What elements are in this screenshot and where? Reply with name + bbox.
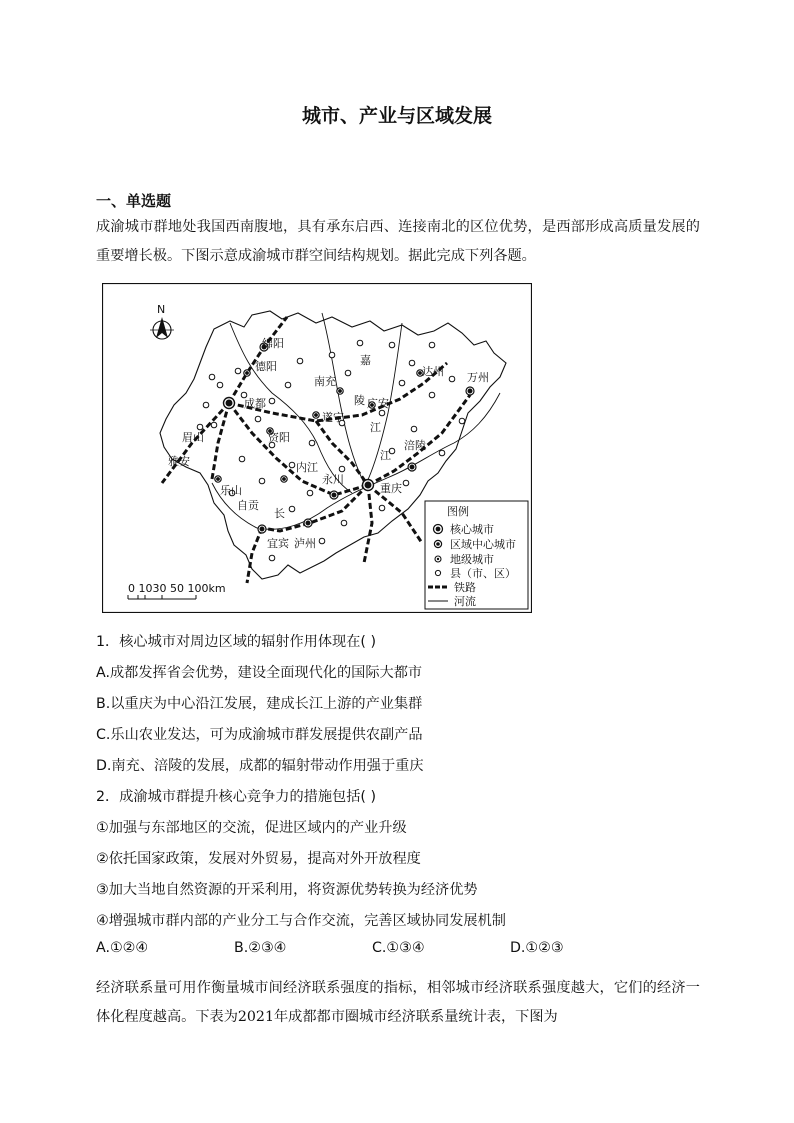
question-1-option-a: A.成都发挥省会优势，建设全面现代化的国际大都市 <box>96 665 423 681</box>
question-1-option-c: C.乐山农业发达，可为成渝城市群发展提供农副产品 <box>96 727 423 743</box>
svg-text:N: N <box>157 303 166 316</box>
svg-text:内江: 内江 <box>296 461 318 474</box>
svg-text:达州: 达州 <box>422 365 444 378</box>
svg-text:遂宁: 遂宁 <box>322 411 344 424</box>
svg-text:河流: 河流 <box>454 595 476 608</box>
svg-text:嘉: 嘉 <box>360 354 371 367</box>
svg-text:图例: 图例 <box>447 505 469 518</box>
question-2-option-a: A.①②④ <box>96 940 149 956</box>
svg-text:万州: 万州 <box>467 371 489 384</box>
svg-text:德阳: 德阳 <box>255 360 277 373</box>
svg-text:南充: 南充 <box>314 375 336 388</box>
svg-text:重庆: 重庆 <box>380 482 402 495</box>
svg-text:宜宾: 宜宾 <box>267 537 289 550</box>
svg-text:广安: 广安 <box>367 397 389 410</box>
question-2-option-b: B.②③④ <box>234 940 287 956</box>
svg-text:区域中心城市: 区域中心城市 <box>450 538 516 551</box>
svg-text:县（市、区）: 县（市、区） <box>450 567 516 580</box>
page-title: 城市、产业与区域发展 <box>301 105 492 127</box>
svg-text:陵: 陵 <box>354 394 365 407</box>
svg-text:眉山: 眉山 <box>182 431 204 444</box>
svg-text:0 1030 50 100km: 0 1030 50 100km <box>128 582 226 595</box>
svg-text:雅安: 雅安 <box>168 455 190 468</box>
svg-text:成都: 成都 <box>244 397 266 410</box>
intro-paragraph-2: 经济联系量可用作衡量城市间经济联系强度的指标，相邻城市经济联系强度越大，它们的经济一体化程度越高。下表为2021年成都都市圈城市经济联系量统计表，下图为 <box>96 980 700 1025</box>
svg-text:铁路: 铁路 <box>454 581 476 594</box>
question-2-statement-4: ④增强城市群内部的产业分工与合作交流，完善区域协同发展机制 <box>96 913 506 929</box>
svg-text:涪陵: 涪陵 <box>404 439 426 452</box>
svg-text:江: 江 <box>380 449 391 462</box>
question-2-option-d: D.①②③ <box>510 940 564 956</box>
question-2-statement-2: ②依托国家政策，发展对外贸易，提高对外开放程度 <box>96 851 421 867</box>
svg-text:泸州: 泸州 <box>294 537 316 550</box>
svg-text:核心城市: 核心城市 <box>450 523 494 536</box>
svg-text:江: 江 <box>370 421 381 434</box>
section-heading: 一、单选题 <box>96 192 172 210</box>
question-1-stem: 1．核心城市对周边区域的辐射作用体现在( ) <box>96 634 376 650</box>
question-1-option-b: B.以重庆为中心沿江发展，建成长江上游的产业集群 <box>96 696 423 712</box>
chengyu-map <box>102 283 532 613</box>
svg-text:资阳: 资阳 <box>268 431 290 444</box>
svg-text:长: 长 <box>274 507 285 520</box>
question-2-statement-1: ①加强与东部地区的交流，促进区域内的产业升级 <box>96 820 407 836</box>
map-legend <box>425 501 528 609</box>
svg-text:永川: 永川 <box>322 473 344 486</box>
svg-text:绵阳: 绵阳 <box>262 337 284 350</box>
svg-text:地级城市: 地级城市 <box>450 553 494 566</box>
question-1-option-d: D.南充、涪陵的发展，成都的辐射带动作用强于重庆 <box>96 758 424 774</box>
question-2-statement-3: ③加大当地自然资源的开采利用，将资源优势转换为经济优势 <box>96 882 478 898</box>
svg-text:乐山: 乐山 <box>220 484 242 497</box>
intro-paragraph-1: 成渝城市群地处我国西南腹地，具有承东启西、连接南北的区位优势，是西部形成高质量发展的重要增长极。下图示意成渝城市群空间结构规划。据此完成下列各题。 <box>96 219 700 264</box>
svg-text:自贡: 自贡 <box>237 499 259 512</box>
question-2-option-c: C.①③④ <box>372 940 425 956</box>
question-2-stem: 2．成渝城市群提升核心竞争力的措施包括( ) <box>96 789 376 805</box>
